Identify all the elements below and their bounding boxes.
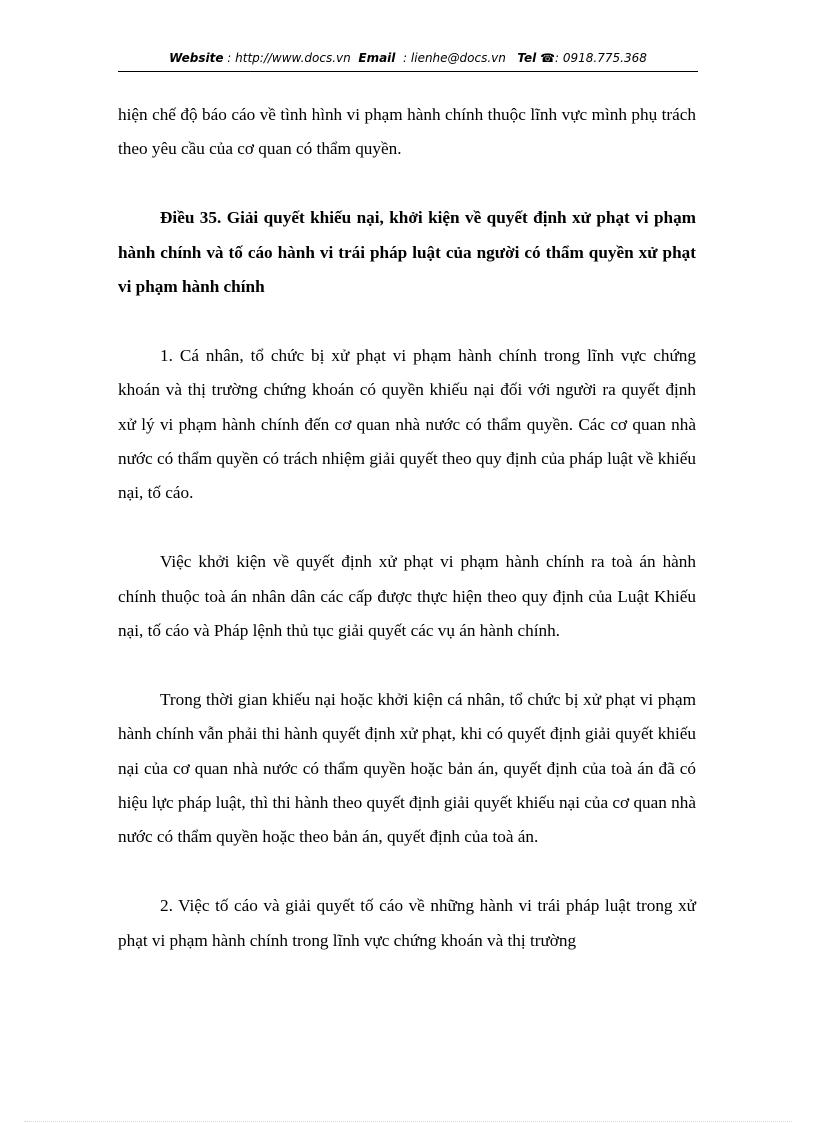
page-header bbox=[118, 46, 698, 70]
email-label: Email bbox=[358, 51, 396, 65]
paragraph-clause-2: 2. Việc tố cáo và giải quyết tố cáo về những hành vi trái pháp luật trong xử phạt vi phạm hành chính trong lĩnh vực chứng khoán và thị trường bbox=[118, 896, 696, 950]
paragraph-enforcement: Trong thời gian khiếu nại hoặc khởi kiện cá nhân, tổ chức bị xử phạt vi phạm hành chính vẫn phải thi hành quyết định xử phạt, khi có quyết định giải quyết khiếu nại của cơ quan nhà nước có thẩm quyền hoặc bản án, quyết định của toà án đã có hiệu lực pháp luật, thì thi hành theo quyết định giải quyết khiếu nại của cơ quan nhà nước có thẩm quyền hoặc theo bản án, quyết định của toà án. bbox=[118, 689, 696, 847]
phone-icon: ☎ bbox=[540, 51, 556, 65]
paragraph-lawsuit: Việc khởi kiện về quyết định xử phạt vi phạm hành chính ra toà án hành chính thuộc toà án nhân dân các cấp được thực hiện theo quy định của Luật Khiếu nại, tố cáo và Pháp lệnh thủ tục giải quyết các vụ án hành chính. bbox=[118, 552, 696, 641]
email-value: : lienhe@docs.vn bbox=[403, 51, 506, 65]
page-bottom-rule bbox=[24, 1121, 792, 1122]
paragraph-continued: hiện chế độ báo cáo về tình hình vi phạm hành chính thuộc lĩnh vực mình phụ trách theo yêu cầu của cơ quan có thẩm quyền. bbox=[118, 105, 696, 159]
document-body bbox=[118, 98, 696, 958]
tel-label: Tel bbox=[517, 51, 537, 65]
paragraph-clause-1: 1. Cá nhân, tổ chức bị xử phạt vi phạm hành chính trong lĩnh vực chứng khoán và thị trường chứng khoán có quyền khiếu nại đối với người ra quyết định xử lý vi phạm hành chính đến cơ quan nhà nước có thẩm quyền. Các cơ quan nhà nước có thẩm quyền có trách nhiệm giải quyết theo quy định của pháp luật về khiếu nại, tố cáo. bbox=[118, 345, 696, 503]
website-label: Website bbox=[169, 51, 224, 65]
tel-value: : 0918.775.368 bbox=[555, 51, 647, 65]
article-heading: Điều 35. Giải quyết khiếu nại, khởi kiện về quyết định xử phạt vi phạm hành chính và tố cáo hành vi trái pháp luật của người có thẩm quyền xử phạt vi phạm hành chính bbox=[118, 208, 696, 297]
website-value: : http://www.docs.vn bbox=[227, 51, 351, 65]
header-rule bbox=[118, 71, 698, 72]
